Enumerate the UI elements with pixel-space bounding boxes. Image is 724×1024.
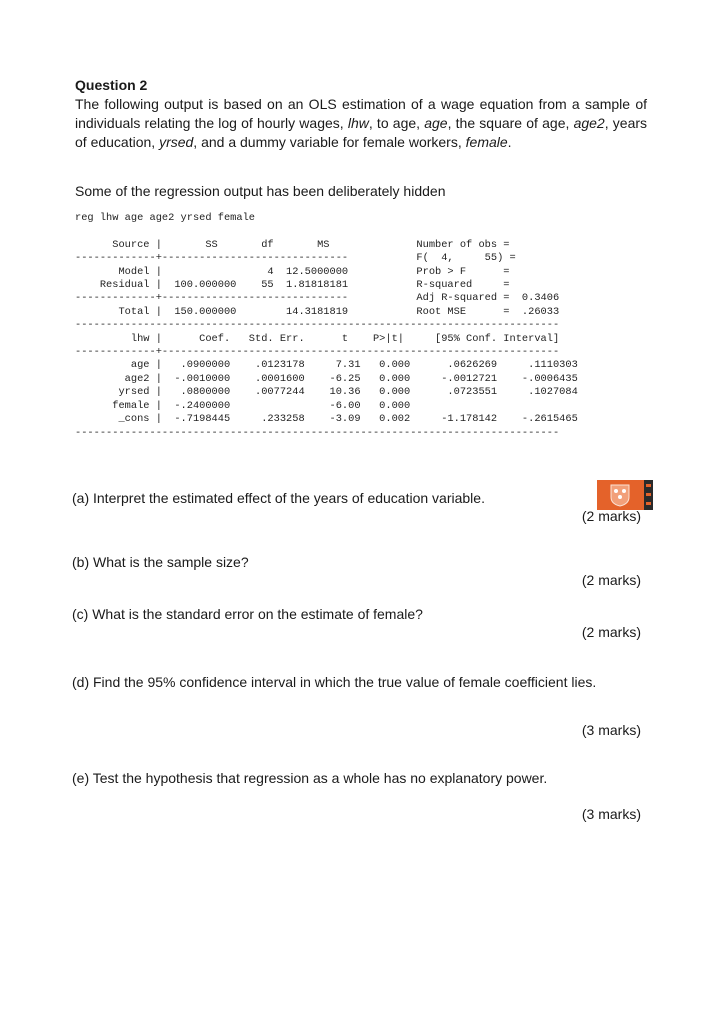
var-age: age <box>424 115 448 131</box>
anova-header-rule: -------------+------------------------------ F( 4, 55) = <box>75 252 516 265</box>
coef-rule-top: ------------------------------------------------------------------------------ <box>75 319 560 332</box>
marks-a: (2 marks) <box>581 508 641 524</box>
marks-d: (3 marks) <box>581 722 641 738</box>
anova-model-row: Model | 4 12.5000000 Prob > F = <box>75 265 510 278</box>
coef-row-cons: _cons | -.7198445 .233258 -3.09 0.002 -1.178142 -.2615465 <box>75 413 578 426</box>
marks-e: (3 marks) <box>581 806 641 822</box>
stata-command: reg lhw age age2 yrsed female <box>75 212 256 224</box>
anova-residual-row: Residual | 100.000000 55 1.81818181 R-squared = <box>75 279 510 292</box>
coef-rule-bottom: ------------------------------------------------------------------------------ <box>75 426 560 439</box>
coef-row-yrsed: yrsed | .0800000 .0077244 10.36 0.000 .0723551 .1027084 <box>75 386 578 399</box>
var-lhw: lhw <box>347 115 369 131</box>
question-title: Question 2 <box>75 77 148 93</box>
coef-row-age: age | .0900000 .0123178 7.31 0.000 .0626269 .1110303 <box>75 359 578 372</box>
question-c: (c) What is the standard error on the estimate of female? <box>72 606 423 622</box>
question-b: (b) What is the sample size? <box>72 554 249 570</box>
hidden-output-note: Some of the regression output has been deliberately hidden <box>75 183 446 199</box>
university-crest-logo <box>597 480 653 510</box>
marks-b: (2 marks) <box>581 572 641 588</box>
question-d: (d) Find the 95% confidence interval in which the true value of female coefficient lies. <box>72 674 597 690</box>
var-age2: age2 <box>573 115 605 131</box>
coef-separator: -------------+---------------------------------------------------------------- <box>75 346 560 359</box>
anova-separator: -------------+------------------------------ Adj R-squared = 0.3406 <box>75 292 560 305</box>
crest-icon <box>597 480 653 510</box>
regression-output <box>75 212 578 440</box>
anova-header: Source | SS df MS Number of obs = <box>75 238 510 251</box>
anova-total-row: Total | 150.000000 14.3181819 Root MSE = .26033 <box>75 305 560 318</box>
question-a: (a) Interpret the estimated effect of the years of education variable. <box>72 490 485 506</box>
question-intro: The following output is based on an OLS estimation of a wage equation from a sample of individuals relating the log of hourly wages, lhw, to age, age, the square of age, age2, years of education, yrsed, and a dummy variable for female workers, female. <box>75 96 648 150</box>
marks-c: (2 marks) <box>581 624 641 640</box>
question-e: (e) Test the hypothesis that regression as a whole has no explanatory power. <box>72 770 548 786</box>
var-yrsed: yrsed <box>159 134 194 150</box>
var-female: female <box>465 134 508 150</box>
coef-row-age2: age2 | -.0010000 .0001600 -6.25 0.000 -.0012721 -.0006435 <box>75 372 578 385</box>
coef-row-female: female | -.2400000 -6.00 0.000 <box>75 399 411 412</box>
coef-header: lhw | Coef. Std. Err. t P>|t| [95% Conf. Interval] <box>75 332 560 345</box>
